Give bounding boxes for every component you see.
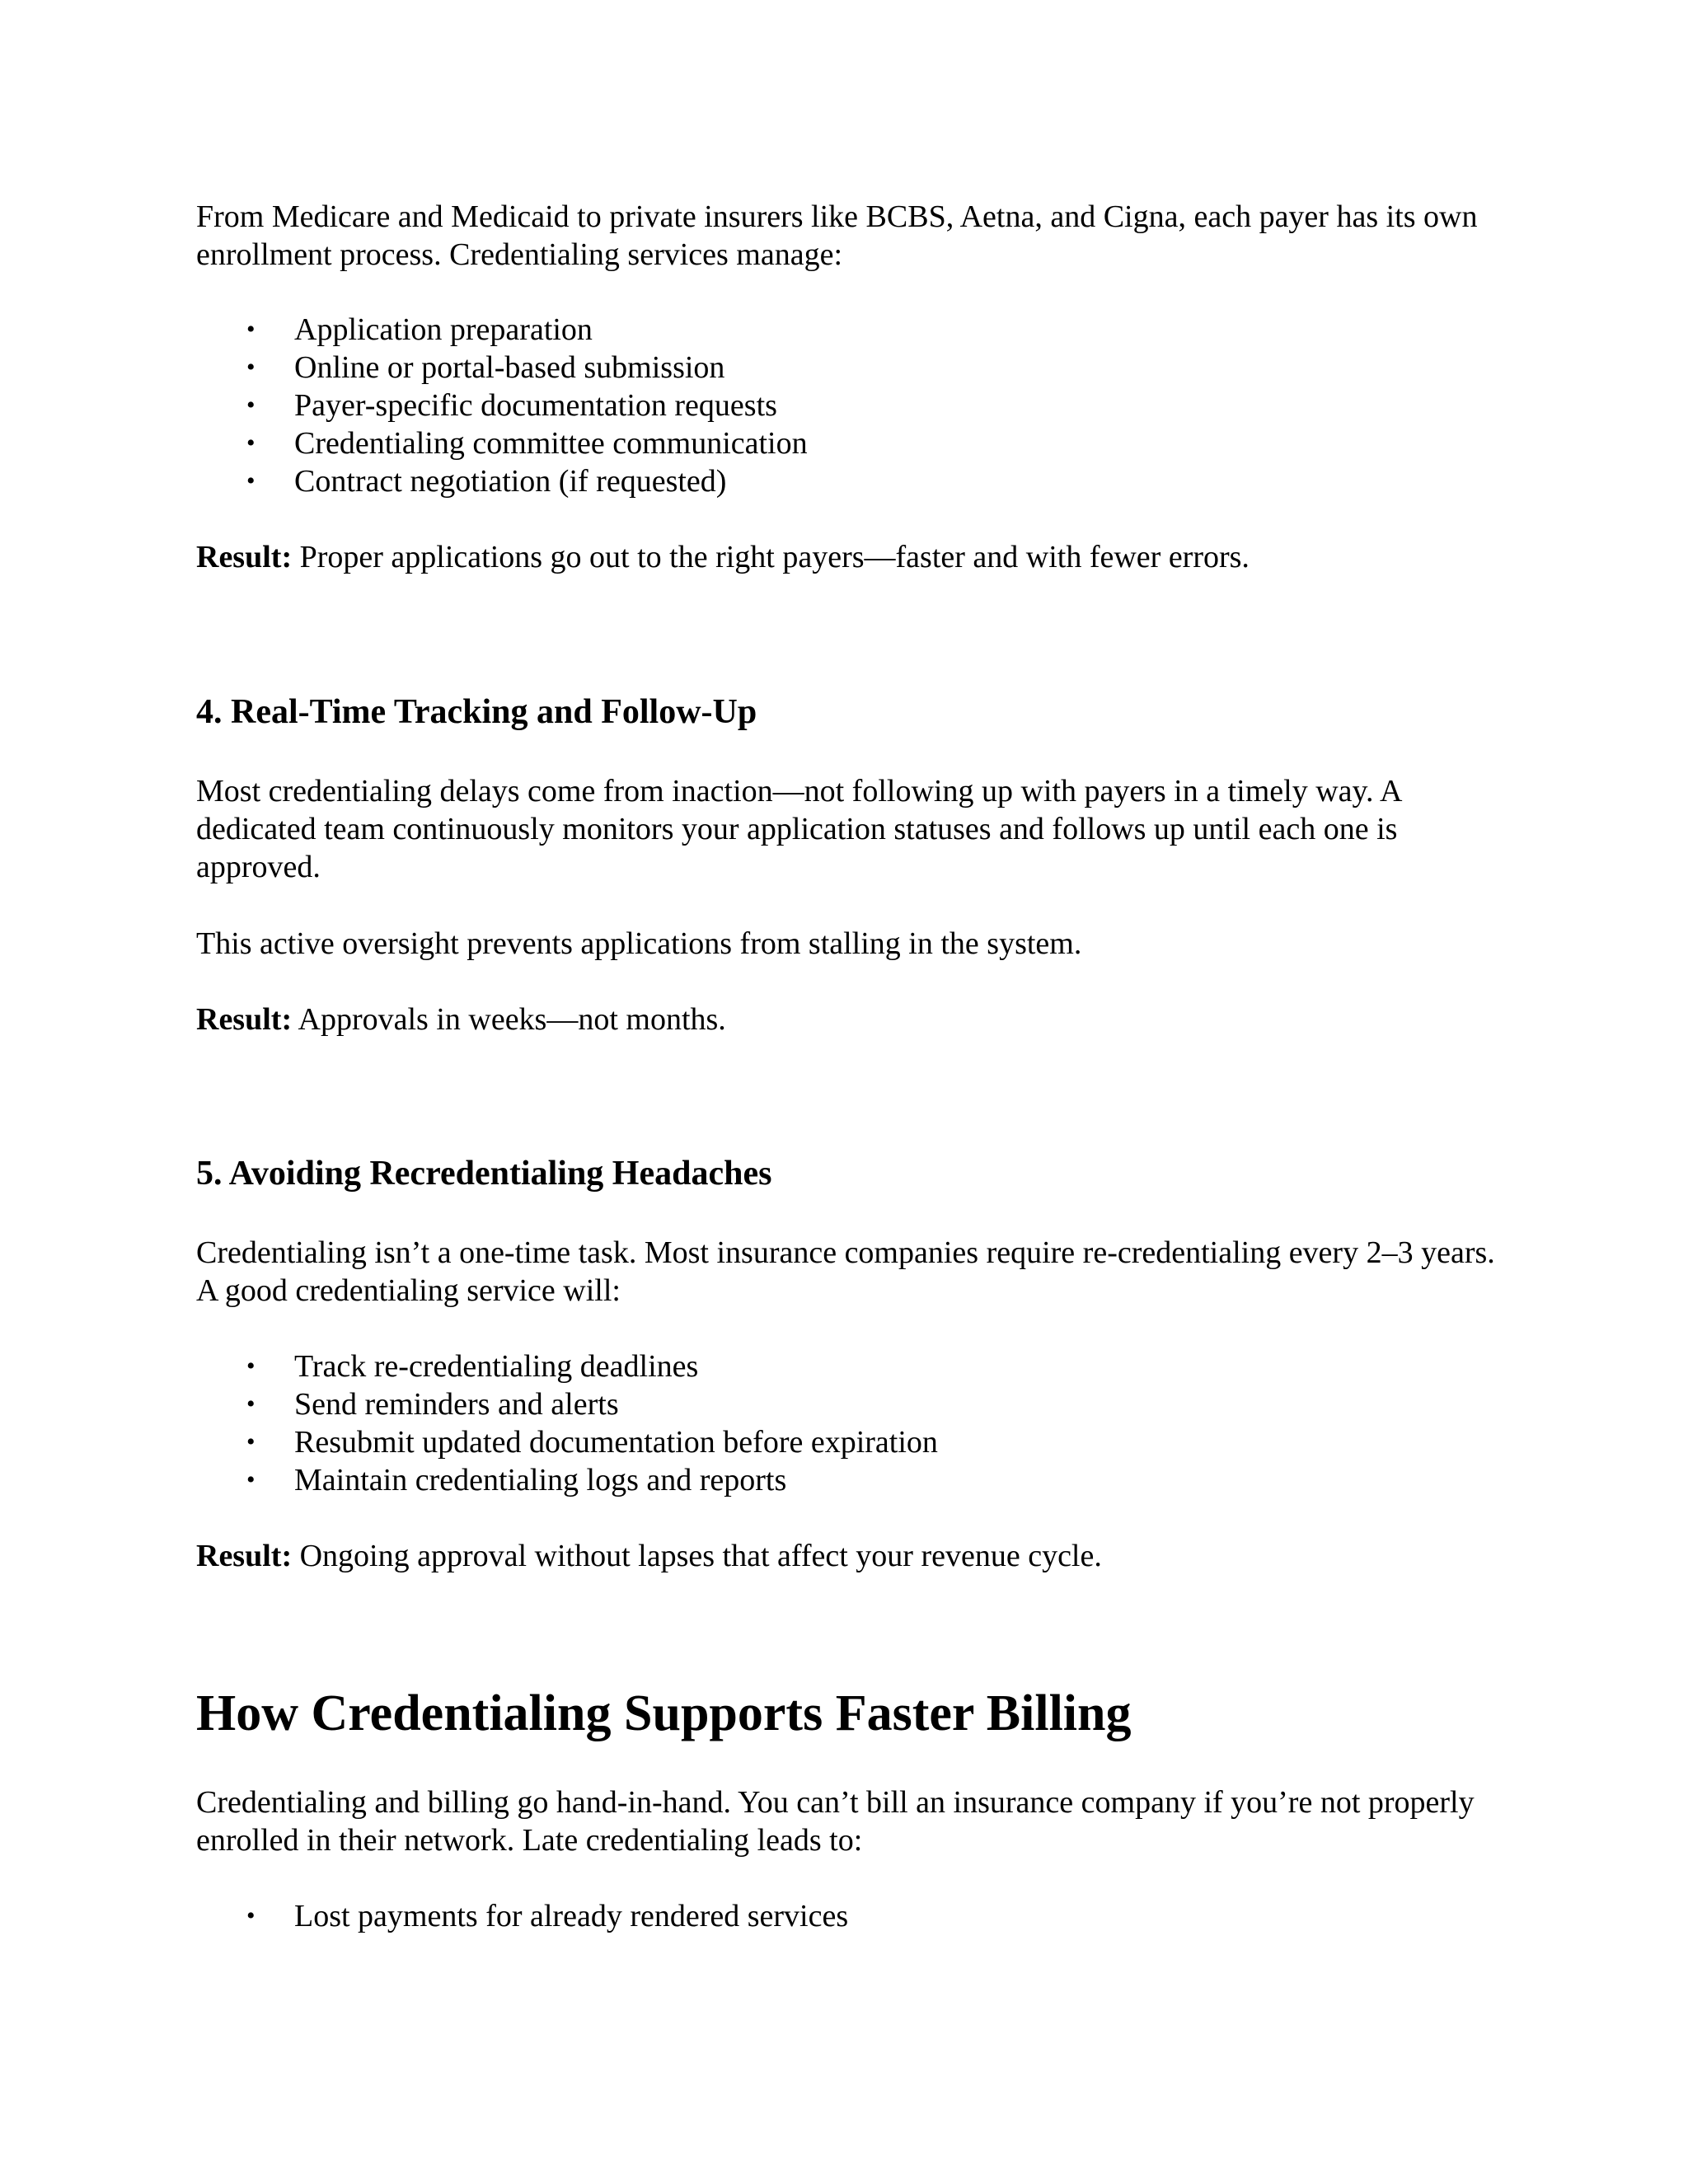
section-4-oversight-paragraph: This active oversight prevents applications from stalling in the system.: [196, 926, 1082, 961]
section-4-result: [196, 1001, 1498, 1038]
list-item: • Lost payments for already rendered services: [246, 1899, 849, 1933]
bullet-icon: •: [246, 1428, 256, 1455]
result-text: Approvals in weeks—not months.: [292, 1002, 726, 1037]
section-5-paragraph: Credentialing isn’t a one-time task. Most insurance companies require re-credentialing every 2–3 years. A good credentialing service will:: [196, 1235, 1495, 1308]
bullet-icon: •: [246, 354, 256, 381]
bullet-icon: •: [246, 467, 256, 494]
billing-heading: How Credentialing Supports Faster Billing: [196, 1685, 1132, 1741]
list-item: • Application preparation: [246, 312, 593, 347]
list-item: • Track re-credentialing deadlines: [246, 1349, 699, 1384]
section-4-paragraph: Most credentialing delays come from inaction—not following up with payers in a timely way. A dedicated team continuously monitors your application statuses and follows up until each one is approved.: [196, 774, 1401, 884]
list-item: • Credentialing committee communication: [246, 426, 808, 461]
result-text: Ongoing approval without lapses that affect your revenue cycle.: [292, 1539, 1102, 1573]
billing-paragraph: Credentialing and billing go hand-in-hand. You can’t bill an insurance company if you’re not properly enrolled in their network. Late credentialing leads to:: [196, 1785, 1475, 1858]
intro-result: [196, 538, 1498, 576]
list-item: • Online or portal-based submission: [246, 350, 725, 385]
list-item: • Contract negotiation (if requested): [246, 464, 727, 499]
section-5-heading: 5. Avoiding Recredentialing Headaches: [196, 1155, 772, 1193]
section-5-result: [196, 1537, 1498, 1575]
bullet-icon: •: [246, 1466, 256, 1493]
list-item: • Send reminders and alerts: [246, 1387, 619, 1422]
intro-paragraph: From Medicare and Medicaid to private insurers like BCBS, Aetna, and Cigna, each payer has its own enrollment process. Credentialing services manage:: [196, 199, 1478, 272]
recredentialing-list: [196, 1347, 1498, 1499]
result-label: Result:: [196, 1002, 293, 1037]
bullet-icon: •: [246, 1902, 256, 1929]
bullet-icon: •: [246, 1390, 256, 1418]
bullet-icon: •: [246, 391, 256, 419]
list-item: • Maintain credentialing logs and reports: [246, 1463, 787, 1497]
bullet-icon: •: [246, 1352, 256, 1380]
payer-services-list: [196, 311, 1498, 500]
bullet-icon: •: [246, 316, 256, 343]
result-label: Result:: [196, 1539, 293, 1573]
bullet-icon: •: [246, 429, 256, 457]
result-text: Proper applications go out to the right payers—faster and with fewer errors.: [292, 540, 1250, 574]
result-label: Result:: [196, 540, 293, 574]
list-item: • Resubmit updated documentation before expiration: [246, 1425, 938, 1460]
section-4-heading: 4. Real-Time Tracking and Follow-Up: [196, 693, 757, 731]
list-item: • Payer-specific documentation requests: [246, 388, 777, 423]
late-credentialing-list: [196, 1897, 1498, 1935]
